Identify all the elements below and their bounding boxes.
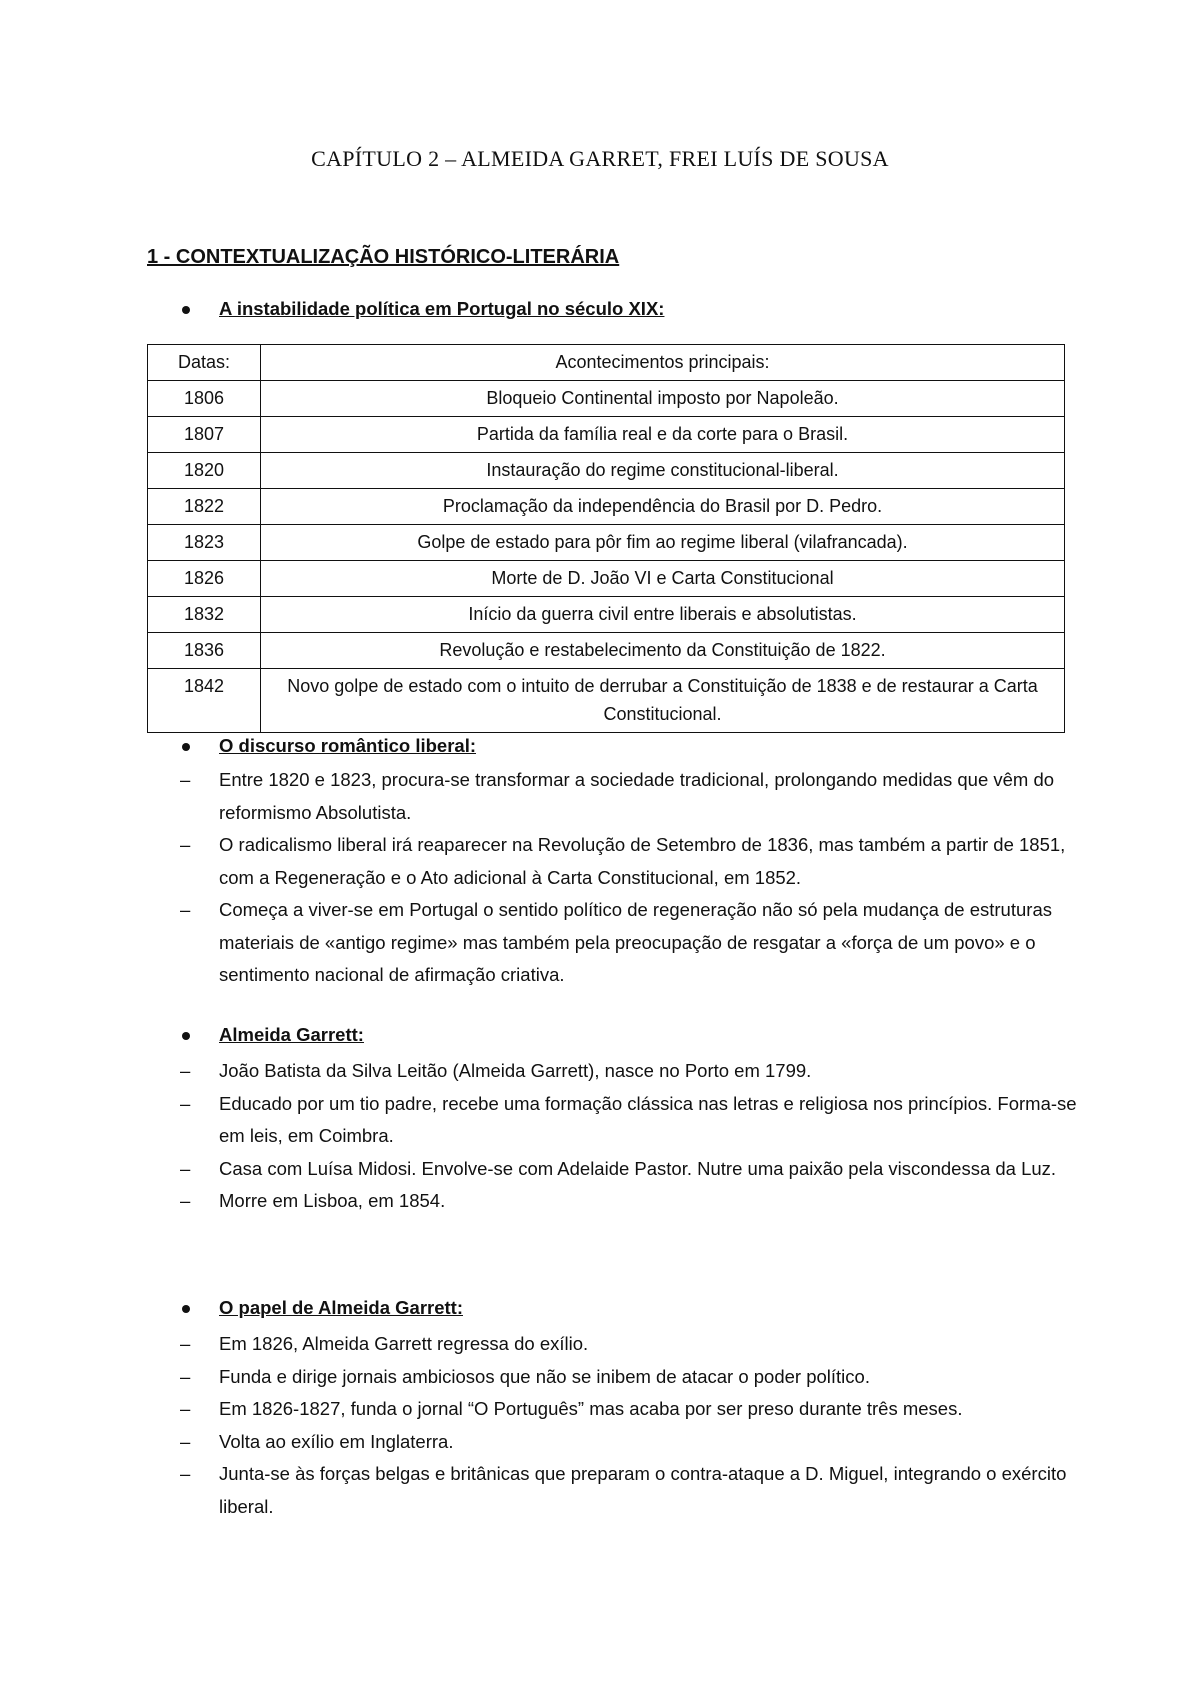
list-item-text: Casa com Luísa Midosi. Envolve-se com Adelaide Pastor. Nutre uma paixão pela viscondessa da Luz. [219,1157,1057,1179]
role-list [180,1328,1080,1523]
table-row [148,453,1065,489]
event-description: Morte de D. João VI e Carta Constitucional [261,561,1065,597]
list-item [180,829,1080,894]
events-table [147,344,1065,733]
dash-marker: – [180,1333,191,1354]
bullet-heading-romantic: O discurso romântico liberal: [186,735,443,757]
table-row [148,597,1065,633]
event-date: 1836 [148,633,261,669]
dash-marker: – [180,899,191,920]
list-item-text: Começa a viver-se em Portugal o sentido político de regeneração não só pela mudança de estruturas materiais de «antigo regime» mas também pela preocupação de resgatar a «força de um povo» e o sentimento nacional de afirmação criativa. [219,899,1052,985]
dash-marker: – [180,1092,191,1114]
dash-marker: – [180,1365,191,1387]
list-item-text: Em 1826, Almeida Garrett regressa do exílio. [219,1333,589,1354]
bullet-icon [182,1305,190,1313]
list-item-text: Educado por um tio padre, recebe uma formação clássica nas letras e religiosa nos princípios. Forma-se em leis, em Coimbra. [219,1092,1077,1146]
table-row [148,489,1065,525]
list-item-text: Junta-se às forças belgas e britânicas que preparam o contra-ataque a D. Miguel, integrando o exército liberal. [219,1463,1067,1517]
bullet-heading-garrett: Almeida Garrett: [186,1024,331,1046]
event-date: 1806 [148,381,261,417]
event-description: Golpe de estado para pôr fim ao regime liberal (vilafrancada). [261,525,1065,561]
garrett-list [180,1055,1080,1218]
dash-marker: – [180,1190,191,1211]
dash-marker: – [180,834,191,855]
list-item [180,1458,1080,1523]
list-item-text: O radicalismo liberal irá reaparecer na Revolução de Setembro de 1836, mas também a partir de 1851, com a Regeneração e o Ato adicional à Carta Constitucional, em 1852. [219,834,1066,888]
list-item [180,1393,1080,1426]
event-date: 1826 [148,561,261,597]
list-item-text: Entre 1820 e 1823, procura-se transformar a sociedade tradicional, prolongando medidas que vêm do reformismo Absolutista. [219,769,1055,823]
table-header-date: Datas: [148,345,261,381]
table-header-event: Acontecimentos principais: [261,345,1065,381]
event-date: 1842 [148,669,261,733]
event-description: Revolução e restabelecimento da Constituição de 1822. [261,633,1065,669]
event-date: 1832 [148,597,261,633]
bullet-icon [182,1032,190,1040]
list-item [180,1328,1080,1361]
table-row [148,381,1065,417]
table-row [148,561,1065,597]
dash-marker: – [180,769,191,790]
list-item-text: João Batista da Silva Leitão (Almeida Garrett), nasce no Porto em 1799. [219,1060,812,1081]
dash-marker: – [180,1398,191,1419]
list-item [180,1426,1080,1459]
page-title: CAPÍTULO 2 – ALMEIDA GARRET, FREI LUÍS DE SOUSA [311,146,889,171]
bullet-heading-role: O papel de Almeida Garrett: [186,1297,430,1319]
list-item [180,1055,1080,1088]
table-header-row [148,345,1065,381]
section-heading: 1 - CONTEXTUALIZAÇÃO HISTÓRICO-LITERÁRIA [147,246,620,268]
dash-marker: – [180,1430,191,1452]
romantic-list [180,764,1080,992]
table-row [148,525,1065,561]
list-item [180,894,1080,992]
event-description: Início da guerra civil entre liberais e absolutistas. [261,597,1065,633]
bullet-icon [182,306,190,314]
event-description: Novo golpe de estado com o intuito de derrubar a Constituição de 1838 e de restaurar a Carta Constitucional. [261,669,1065,733]
bullet-heading-instability: A instabilidade política em Portugal no século XIX: [186,298,631,320]
event-description: Bloqueio Continental imposto por Napoleão. [261,381,1065,417]
event-date: 1823 [148,525,261,561]
event-date: 1807 [148,417,261,453]
event-date: 1820 [148,453,261,489]
event-description: Instauração do regime constitucional-liberal. [261,453,1065,489]
table-row [148,669,1065,733]
dash-marker: – [180,1060,191,1081]
list-item-text: Funda e dirige jornais ambiciosos que não se inibem de atacar o poder político. [219,1365,870,1387]
list-item [180,764,1080,829]
event-description: Proclamação da independência do Brasil por D. Pedro. [261,489,1065,525]
list-item [180,1153,1080,1186]
list-item [180,1185,1080,1218]
list-item-text: Em 1826-1827, funda o jornal “O Português” mas acaba por ser preso durante três meses. [219,1398,963,1419]
list-item [180,1088,1080,1153]
bullet-icon [182,743,190,751]
table-row [148,633,1065,669]
list-item [180,1361,1080,1394]
dash-marker: – [180,1463,191,1484]
table-row [148,417,1065,453]
dash-marker: – [180,1157,191,1179]
event-description: Partida da família real e da corte para o Brasil. [261,417,1065,453]
event-date: 1822 [148,489,261,525]
list-item-text: Volta ao exílio em Inglaterra. [219,1430,454,1452]
list-item-text: Morre em Lisboa, em 1854. [219,1190,446,1211]
